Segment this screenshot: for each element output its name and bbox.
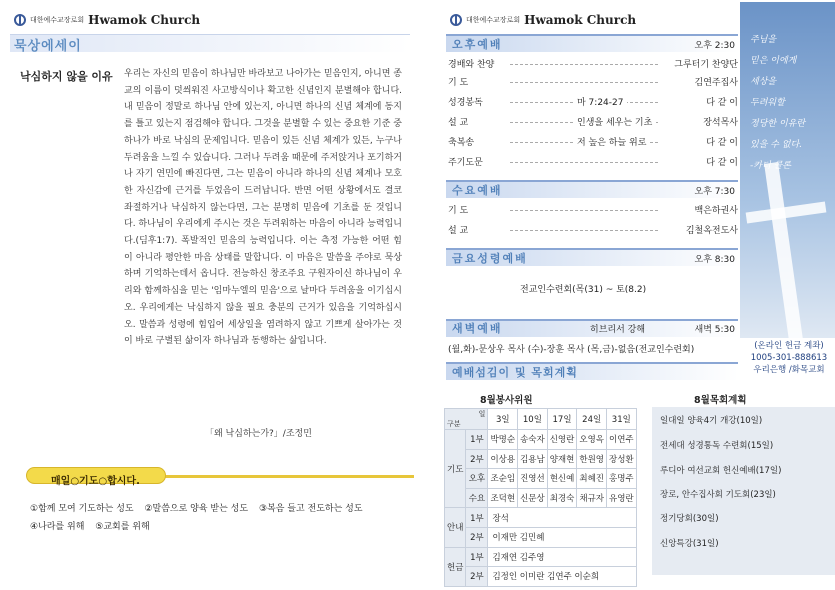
plan-item: 루디아 여선교회 헌신예배(17일) (660, 466, 782, 476)
prayer-item: ④나라를 위해 (30, 522, 85, 532)
quote-panel (740, 2, 835, 338)
row-label: 경배와 찬양 (448, 60, 495, 70)
quote-line: 있을 수 없다. (750, 140, 803, 150)
sub-label: 1부 (466, 547, 488, 567)
denomination-label: 대한예수교장로회 (466, 16, 521, 24)
corner-top: 일 (478, 410, 486, 418)
sub-label: 2부 (466, 527, 488, 547)
sub-label: 1부 (466, 430, 488, 450)
prayer-title: 매일○기도○합시다. (51, 476, 140, 487)
row-leader (510, 210, 658, 211)
schedule-title: 예배섬김이 및 목회계획 (452, 366, 578, 379)
duty-cell: 김정인 이미란 김연주 이순희 (488, 567, 636, 587)
row-value: 백은하권사 (691, 203, 738, 216)
row-value: 다 같 이 (702, 95, 738, 108)
duty-cell: 송숙자 (518, 430, 548, 450)
prayer-item: ①함께 모여 기도하는 성도 (30, 504, 134, 514)
prayer-item: ③복음 들고 전도하는 성도 (258, 504, 363, 514)
church-logo-icon (450, 14, 462, 26)
date-header: 24일 (577, 409, 607, 430)
account-number: 1005-301-888613 (750, 353, 828, 363)
afternoon-time: 오후 2:30 (694, 41, 735, 51)
duty-cell: 한원영 (577, 449, 607, 469)
friday-time: 오후 8:30 (694, 255, 735, 265)
duty-cell: 김용남 (518, 449, 548, 469)
row-label: 기 도 (448, 78, 469, 88)
church-name: Hwamok Church (88, 13, 201, 27)
table-row (445, 430, 637, 450)
afternoon-row (448, 95, 738, 111)
prayer-banner-pill (26, 467, 166, 487)
essay-body: 우리는 자신의 믿음이 하나님만 바라보고 나아가는 믿음인지, 아니면 종교의 이름이 덧씌워진 사고방식이나 확고한 신념인지 분별해야 합니다. 내 믿음이 정말로 하나님 안에 있는지, 아니면 하나의 신념 체계에 동지를 틀고 있는지 점검해야 합니다. 그것을 분별할 수 있는 중요한 기준 중 하나가 바로 낙심의 문제입니다. 믿음이 있든 신념 체계가 있든, 누구나 두려움을 느낄 수 있습니다. 그러나 두려움 때문에 주저앉거나 포기하거나 자기 연민에 빠진다면, 그는 믿음이 아니라 하나의 신념 체계나 모호한 자신감에 근거를 두었음이 드러납니다. 반면 어떤 상황에서도 결코 좌절하거나 낙심하지 않는다면, 그는 분명히 믿음에 기초를 둔 것입니다. 하나님이 우리에게 주시는 것은 두려워하는 마음이 아니라 능력입니다.(딤후1:7). 폭발적인 믿음의 능력입니다. 이는 측정 가능한 어떤 힘이 아니라 평안한 마음 상태를 말합니다. 이 마음은 말씀을 주야로 묵상하며 기억하는데서 옵니다. 전능하신 창조주요 구원자이신 하나님이 우리와 함께하심을 믿는 '임마누엘의 믿음'으로 날마다 두려움을 이기십시오. 우리에게는 낙심하지 않을 필요 충분의 근거가 있음을 기억하십시오. 말씀과 성령에 힘입어 세상일을 염려하지 않고 기쁘게 살아가는 것이 바로 구별된 삶이자 하나님과 동행하는 삶입니다. (124, 69, 402, 347)
left-header (14, 10, 200, 30)
duty-heading: 8월봉사위원 (480, 395, 533, 406)
duty-cell: 오영옥 (577, 430, 607, 450)
prayer-items (30, 500, 371, 536)
plan-heading: 8월목회계획 (694, 395, 747, 406)
duty-cell: 최경숙 (547, 488, 577, 508)
duty-cell: 양재현 (547, 449, 577, 469)
afternoon-row (448, 75, 738, 91)
row-value: 그루터기 찬양단 (670, 57, 738, 70)
duty-cell: 신문상 (518, 488, 548, 508)
duty-cell: 진영선 (518, 469, 548, 489)
table-row (445, 567, 637, 587)
afternoon-row (448, 57, 738, 73)
prayer-banner-line (134, 475, 414, 478)
offering-account (743, 340, 835, 376)
dawn-leaders: (월,화)-문상우 목사 (수)-장훈 목사 (목,금)-없음(전교인수련회) (448, 345, 695, 355)
row-leader (510, 162, 658, 163)
table-row (445, 508, 637, 528)
date-header: 17일 (547, 409, 577, 430)
church-name: Hwamok Church (524, 13, 637, 27)
duty-cell: 조덕현 (488, 488, 518, 508)
duty-cell: 김재연 김주영 (488, 547, 636, 567)
duty-cell: 장성환 (607, 449, 637, 469)
sub-label: 수요 (466, 488, 488, 508)
duty-cell: 조순임 (488, 469, 518, 489)
row-leader (510, 230, 658, 231)
table-row (445, 469, 637, 489)
row-value: 김연주집사 (691, 75, 738, 88)
right-header (450, 10, 636, 30)
prayer-item: ②말씀으로 양육 받는 성도 (144, 504, 249, 514)
group-label: 기도 (445, 430, 466, 508)
row-label: 기 도 (448, 206, 469, 216)
quote-line: 믿은 이에게 (750, 56, 797, 66)
sub-label: 2부 (466, 567, 488, 587)
section-title: 묵상에세이 (14, 39, 82, 54)
table-row (445, 488, 637, 508)
wednesday-title: 수요예배 (452, 184, 503, 197)
row-label: 설 교 (448, 118, 469, 128)
account-label: (온라인 헌금 계좌) (754, 341, 824, 351)
friday-title: 금요성령예배 (452, 252, 528, 265)
duty-cell: 채규자 (577, 488, 607, 508)
sub-label: 2부 (466, 449, 488, 469)
plan-item: 정기당회(30일) (660, 514, 719, 524)
row-value: 장석목사 (699, 115, 738, 128)
prayer-banner (14, 465, 414, 487)
date-header: 31일 (607, 409, 637, 430)
duty-cell: 이재만 김민혜 (488, 527, 636, 547)
duty-cell: 박명순 (488, 430, 518, 450)
wednesday-time: 오후 7:30 (694, 187, 735, 197)
row-value: 김철옥전도사 (682, 223, 738, 236)
table-row (445, 527, 637, 547)
account-bank: 우리은행 /화목교회 (753, 365, 825, 375)
dawn-time: 새벽 5:30 (694, 325, 735, 335)
row-value: 다 같 이 (702, 155, 738, 168)
duty-cell: 현신예 (547, 469, 577, 489)
table-row (445, 547, 637, 567)
row-detail: 마 7:24-27 (573, 95, 627, 108)
plan-item: 장로, 안수집사회 기도회(23일) (660, 490, 776, 500)
essay-lead-title: 낙심하지 않을 이유 (20, 70, 113, 83)
row-detail: 저 높은 하늘 위로 (573, 135, 650, 148)
quote (750, 30, 805, 177)
quote-line: 두려워할 (750, 98, 785, 108)
row-label: 설 교 (448, 226, 469, 236)
quote-line: 정당한 이유란 (750, 119, 806, 129)
cross-icon (764, 162, 806, 338)
quote-author: -카터 콜론 (750, 161, 791, 171)
duty-cell: 유영란 (607, 488, 637, 508)
group-label: 안내 (445, 508, 466, 547)
plan-item: 일대일 양육4기 개강(10일) (660, 416, 763, 426)
row-value: 다 같 이 (702, 135, 738, 148)
prayer-item: ⑤교회를 위해 (95, 522, 150, 532)
table-corner (445, 409, 488, 430)
afternoon-row (448, 135, 738, 151)
sub-label: 1부 (466, 508, 488, 528)
plan-item: 신앙특강(31일) (660, 539, 719, 549)
sub-label: 오후 (466, 469, 488, 489)
duty-cell: 이상용 (488, 449, 518, 469)
afternoon-row (448, 115, 738, 131)
duty-cell: 최혜진 (577, 469, 607, 489)
group-label: 헌금 (445, 547, 466, 586)
friday-note: 전교인수련회(목(31) ~ 토(8.2) (520, 285, 647, 295)
duty-cell: 홍명주 (607, 469, 637, 489)
essay-source: 「왜 낙심하는가?」/조정민 (205, 429, 312, 439)
row-label: 축복송 (448, 138, 475, 148)
afternoon-row (448, 155, 738, 171)
row-label: 주기도문 (448, 158, 483, 168)
row-leader (510, 82, 658, 83)
dawn-title: 새벽예배 (452, 322, 503, 335)
church-logo-icon (14, 14, 26, 26)
table-row (445, 409, 637, 430)
corner-bottom: 구분 (447, 420, 461, 428)
dawn-center: 히브리서 강해 (590, 325, 646, 335)
right-page (440, 0, 835, 590)
quote-line: 세상을 (750, 77, 777, 87)
afternoon-title: 오후예배 (452, 38, 503, 51)
duty-table (444, 408, 637, 587)
wednesday-row (448, 223, 738, 239)
wednesday-row (448, 203, 738, 219)
duty-cell: 이연주 (607, 430, 637, 450)
plan-item: 전세대 성경통독 수련회(15일) (660, 441, 774, 451)
table-row (445, 449, 637, 469)
date-header: 3일 (488, 409, 518, 430)
row-leader (510, 64, 658, 65)
date-header: 10일 (518, 409, 548, 430)
denomination-label: 대한예수교장로회 (30, 16, 85, 24)
row-detail: 인생을 세우는 기초 (573, 115, 656, 128)
row-label: 성경봉독 (448, 98, 483, 108)
quote-line: 주님을 (750, 35, 777, 45)
duty-cell: 장석 (488, 508, 636, 528)
duty-cell: 신영란 (547, 430, 577, 450)
